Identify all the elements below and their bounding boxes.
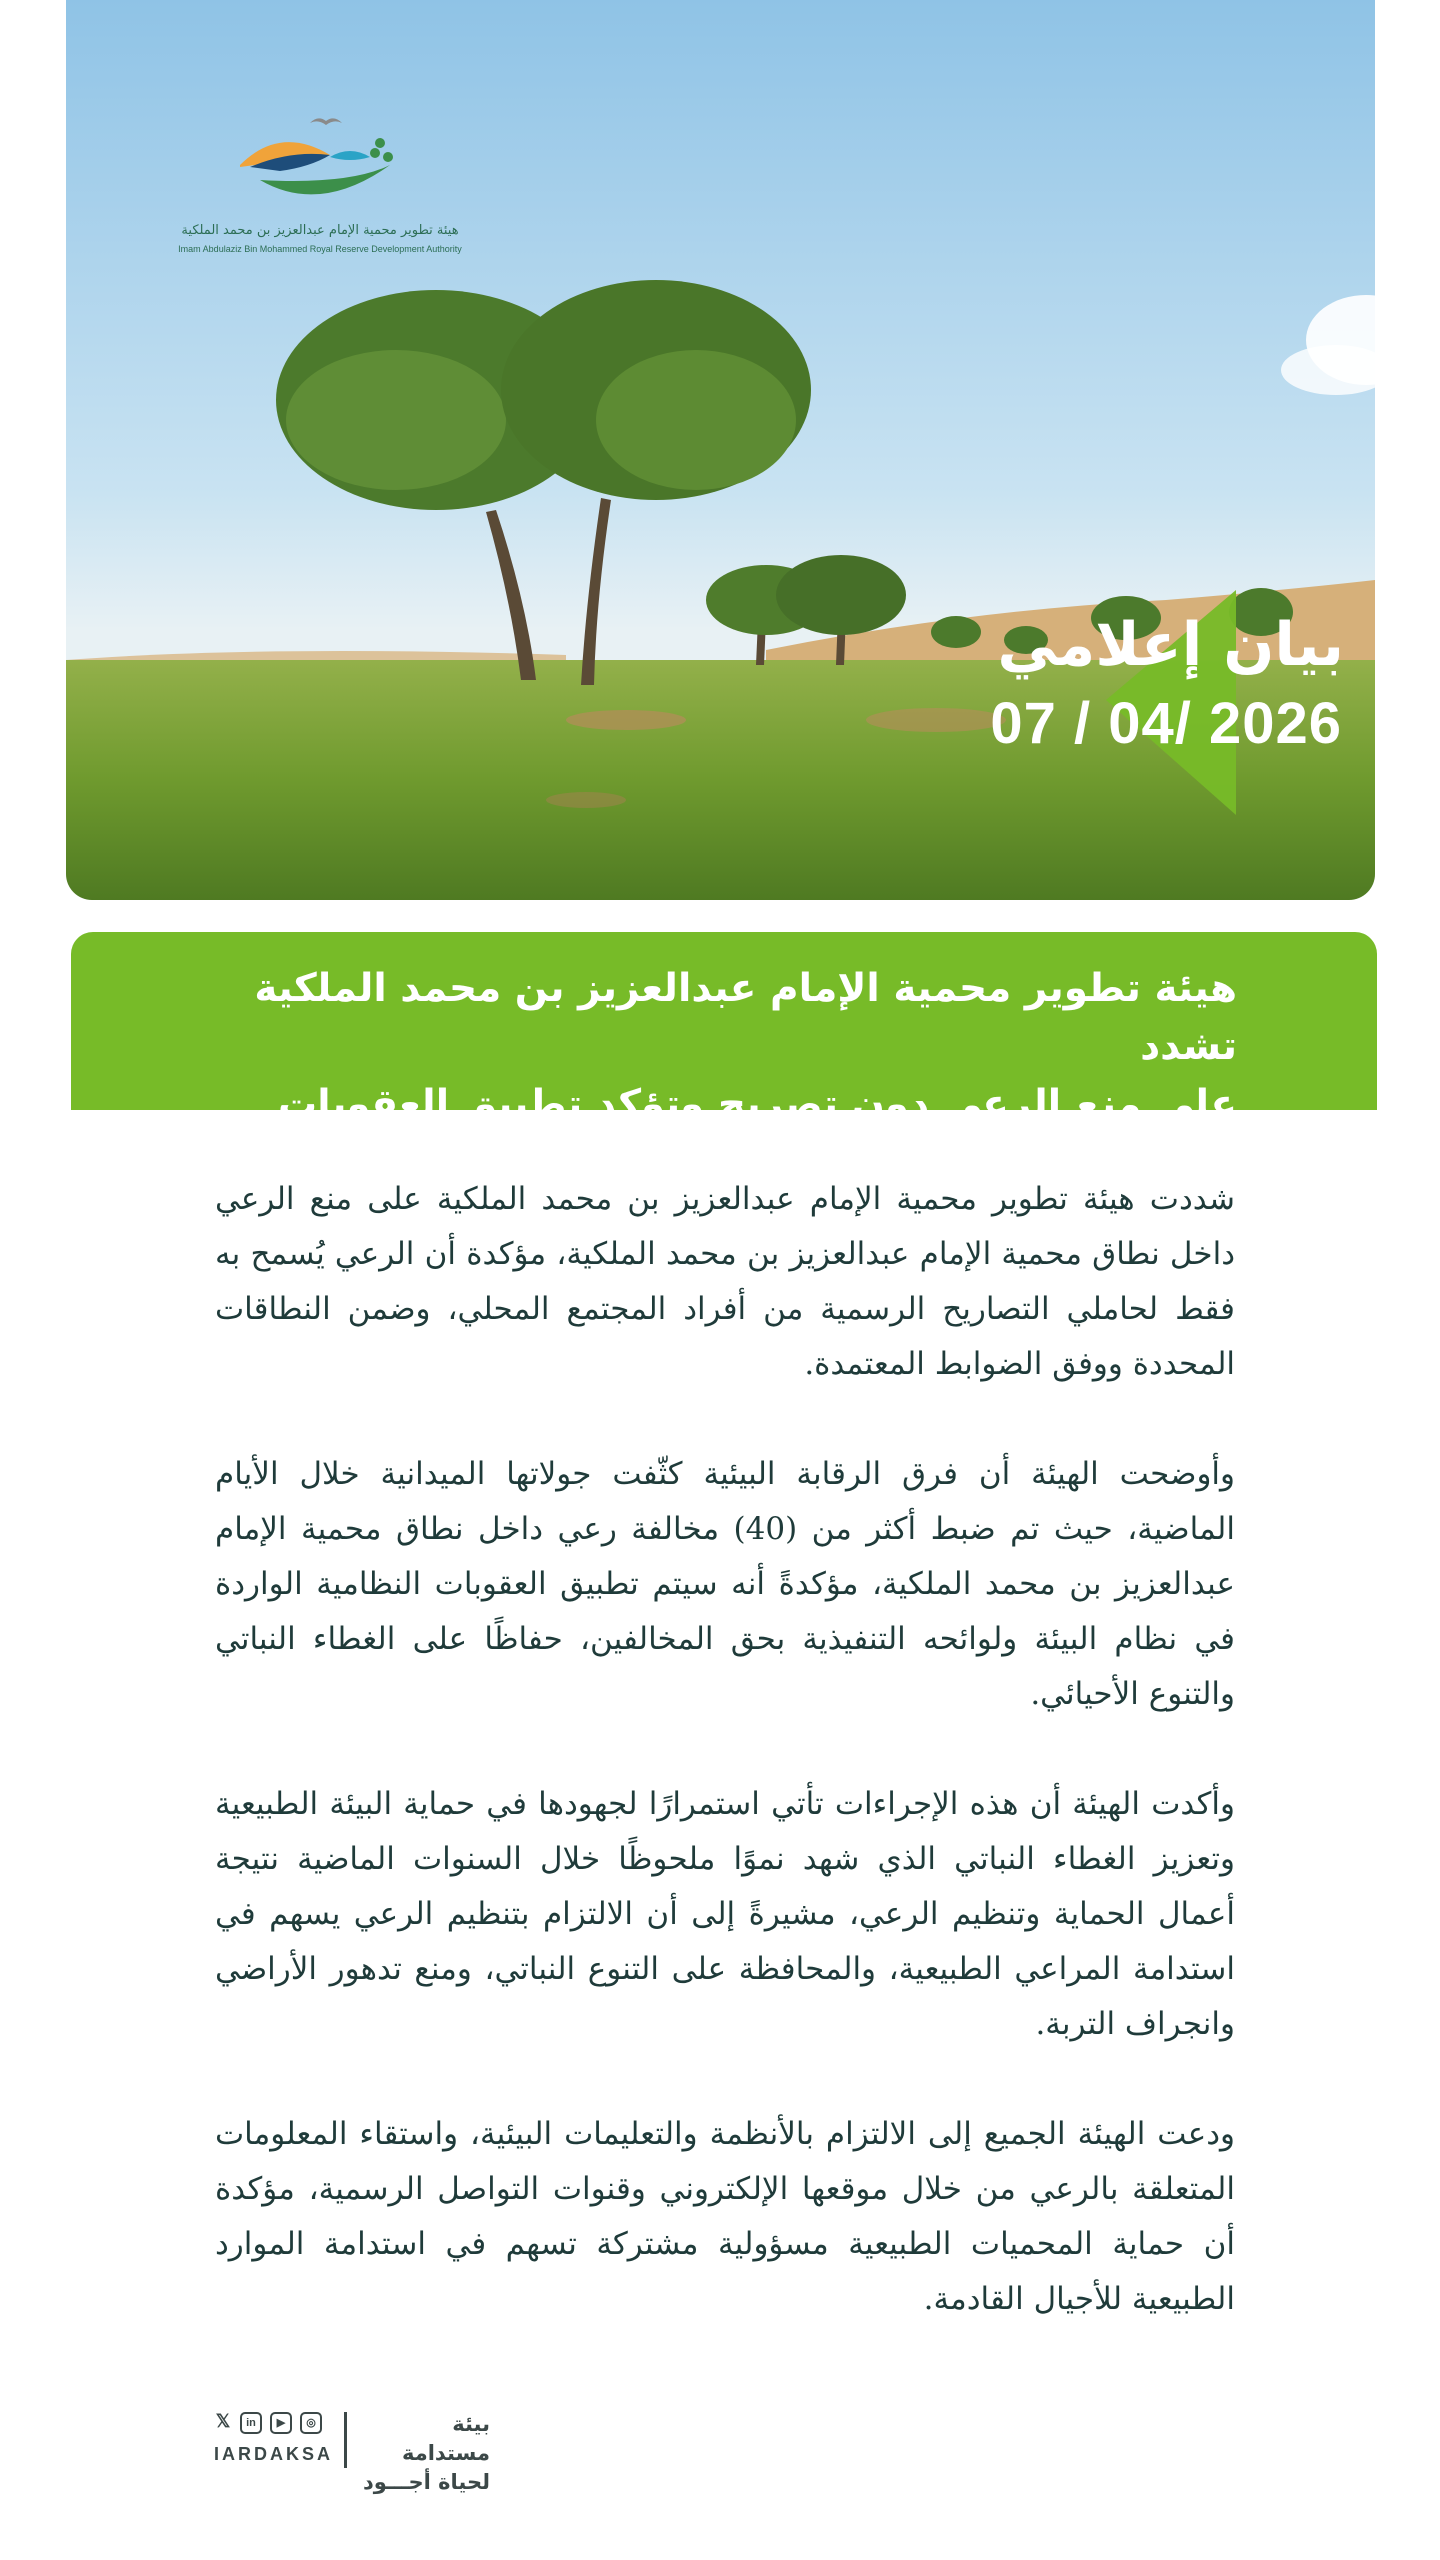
statement-label: بيان إعلامي [997, 610, 1344, 680]
reserve-logo-icon [220, 105, 420, 215]
headline-banner [71, 932, 1377, 1185]
footer-tagline [360, 2410, 490, 2497]
linkedin-icon[interactable]: in [240, 2412, 262, 2434]
paragraph-2: وأوضحت الهيئة أن فرق الرقابة البيئية كثّفت جولاتها الميدانية خلال الأيام الماضية، حيث تم ضبط أكثر من (40) مخالفة رعي داخل نطاق محمية الإمام عبدالعزيز بن محمد الملكية، مؤكدةً أنه سيتم تطبيق العقوبات النظامية الواردة في نظام البيئة ولوائحه التنفيذية بحق المخالفين، حفاظًا على الغطاء النباتي والتنوع الأحيائي. [215, 1456, 1235, 1712]
social-icons [214, 2412, 322, 2434]
paragraph-1: شددت هيئة تطوير محمية الإمام عبدالعزيز بن محمد الملكية على منع الرعي داخل نطاق محمية الإمام عبدالعزيز بن محمد الملكية، مؤكدة أن الرعي يُسمح به فقط لحاملي التصاريح الرسمية من أفراد المجتمع المحلي، وضمن النطاقات المحددة ووفق الضوابط المعتمدة. [215, 1181, 1235, 1382]
instagram-icon[interactable]: ◎ [300, 2412, 322, 2434]
paragraph-4: ودعت الهيئة الجميع إلى الالتزام بالأنظمة والتعليمات البيئية، واستقاء المعلومات المتعلقة بالرعي من خلال موقعها الإلكتروني وقنوات التواصل الرسمية، مؤكدة أن حماية المحميات الطبيعية مسؤولية مشتركة تسهم في استدامة الموارد الطبيعية للأجيال القادمة. [215, 2116, 1235, 2317]
org-name-arabic: هيئة تطوير محمية الإمام عبدالعزيز بن محمد الملكية [181, 223, 459, 238]
footer [214, 2411, 514, 2494]
org-name-english: Imam Abdulaziz Bin Mohammed Royal Reserve Development Authority [178, 244, 462, 254]
tagline-line-1: بيئة مستدامة [401, 2412, 490, 2465]
statement-tag [980, 612, 1440, 757]
footer-divider [344, 2412, 347, 2468]
org-logo [140, 105, 500, 254]
tagline-line-2: لحياة أجـــود [363, 2470, 490, 2494]
youtube-icon[interactable]: ▶ [270, 2412, 292, 2434]
headline-line-2: على منع الرعي دون تصريح وتؤكد تطبيق العقوبات النظامية [278, 1082, 1237, 1185]
paragraph-3: وأكدت الهيئة أن هذه الإجراءات تأتي استمرارًا لجهودها في حماية البيئة الطبيعية وتعزيز الغطاء النباتي الذي شهد نموًا ملحوظًا خلال السنوات الماضية نتيجة أعمال الحماية وتنظيم الرعي، مشيرةً إلى أن الالتزام بتنظيم الرعي يسهم في استدامة المراعي الطبيعية، والمحافظة على التنوع النباتي، ومنع تدهور الأراضي وانجراف التربة. [215, 1786, 1235, 2042]
article-body [215, 1172, 1235, 2382]
x-icon[interactable]: 𝕏 [215, 2411, 231, 2431]
statement-date: 07 / 04/ 2026 [990, 691, 1342, 756]
social-handle: IARDAKSA [214, 2444, 334, 2464]
headline-line-1: هيئة تطوير محمية الإمام عبدالعزيز بن محمد الملكية تشدد [254, 966, 1237, 1069]
